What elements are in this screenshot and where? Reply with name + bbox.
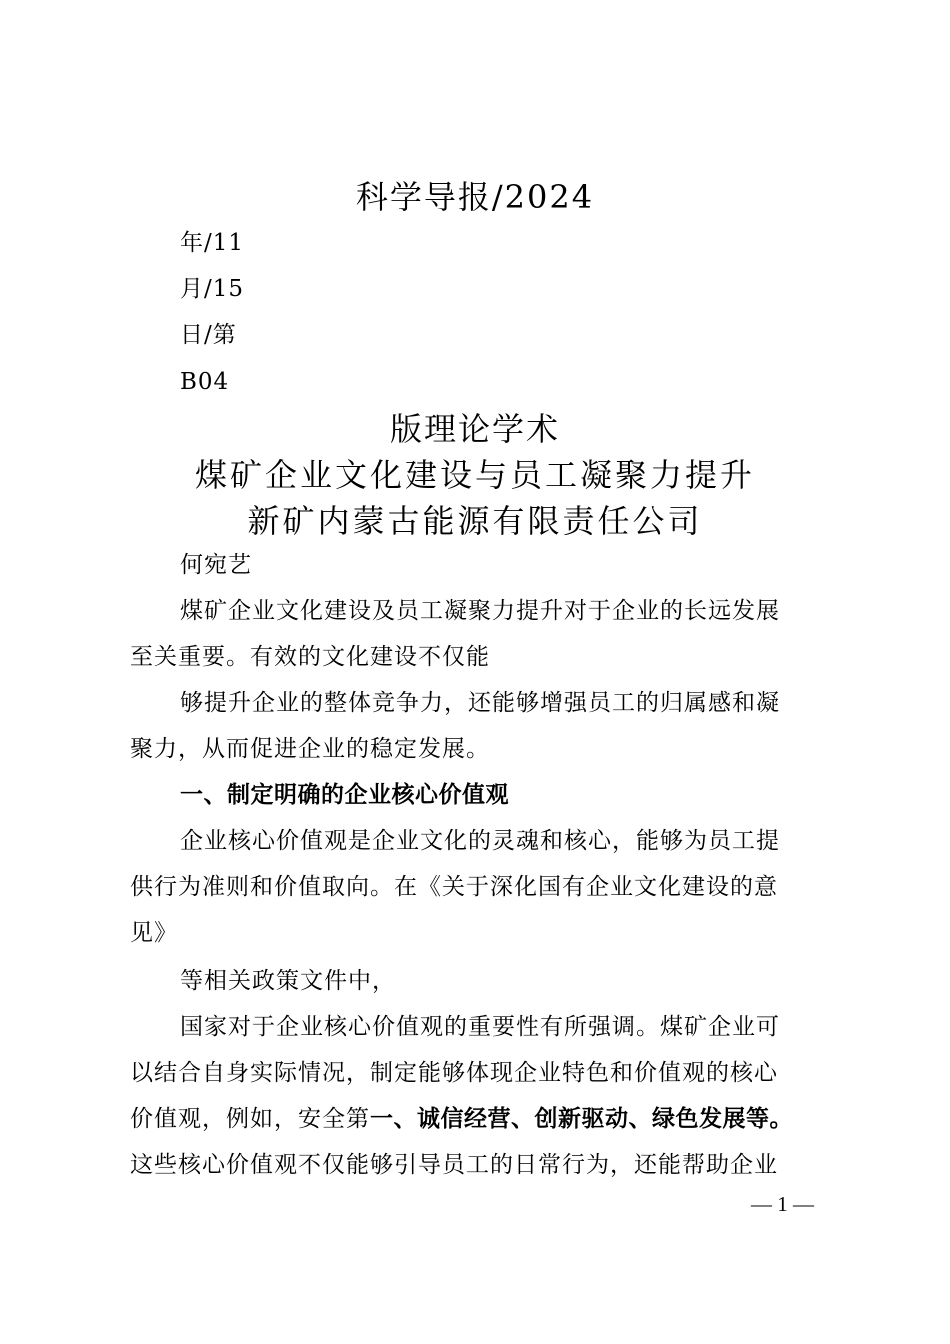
article-title: 煤矿企业文化建设与员工凝聚力提升: [194, 456, 755, 494]
page-number: — 1 —: [751, 1192, 814, 1216]
paragraph-line: 聚力，从而促进企业的稳定发展。: [130, 736, 490, 762]
section-heading: 一、制定明确的企业核心价值观: [180, 782, 509, 808]
paragraph-line: 见》: [130, 920, 178, 946]
paragraph-line: 以结合自身实际情况，制定能够体现企业特色和价值观的核心: [130, 1060, 778, 1086]
paragraph-line: 企业核心价值观是企业文化的灵魂和核心，能够为员工提: [180, 828, 780, 854]
newspaper-title: 科学导报/2024: [355, 178, 595, 216]
paragraph-line: 供行为准则和价值取向。在《关于深化国有企业文化建设的意: [130, 874, 778, 900]
paragraph-line: 够提升企业的整体竞争力，还能够增强员工的归属感和凝: [180, 690, 780, 716]
paragraph-text: 价值观，例如，安全第: [130, 1106, 370, 1132]
date-line-day: 日/第: [180, 322, 237, 348]
organization-name: 新矿内蒙古能源有限责任公司: [247, 502, 703, 540]
paragraph-line: [130, 1104, 793, 1134]
paragraph-line: 等相关政策文件中，: [180, 968, 396, 994]
paragraph-line: 国家对于企业核心价值观的重要性有所强调。煤矿企业可: [180, 1014, 780, 1040]
paragraph-text-bold: 一、诚信经营、创新驱动、绿色发展等。: [370, 1106, 793, 1132]
paragraph-line: 这些核心价值观不仅能够引导员工的日常行为，还能帮助企业: [130, 1152, 778, 1178]
page-section-code: B04: [180, 369, 230, 395]
paragraph-line: 至关重要。有效的文化建设不仅能: [130, 644, 490, 670]
author-name: 何宛艺: [180, 552, 252, 578]
date-line-year: 年/11: [180, 230, 245, 256]
date-line-month: 月/15: [180, 276, 245, 302]
paragraph-line: 煤矿企业文化建设及员工凝聚力提升对于企业的长远发展: [180, 598, 780, 624]
section-name: 版理论学术: [389, 410, 560, 448]
